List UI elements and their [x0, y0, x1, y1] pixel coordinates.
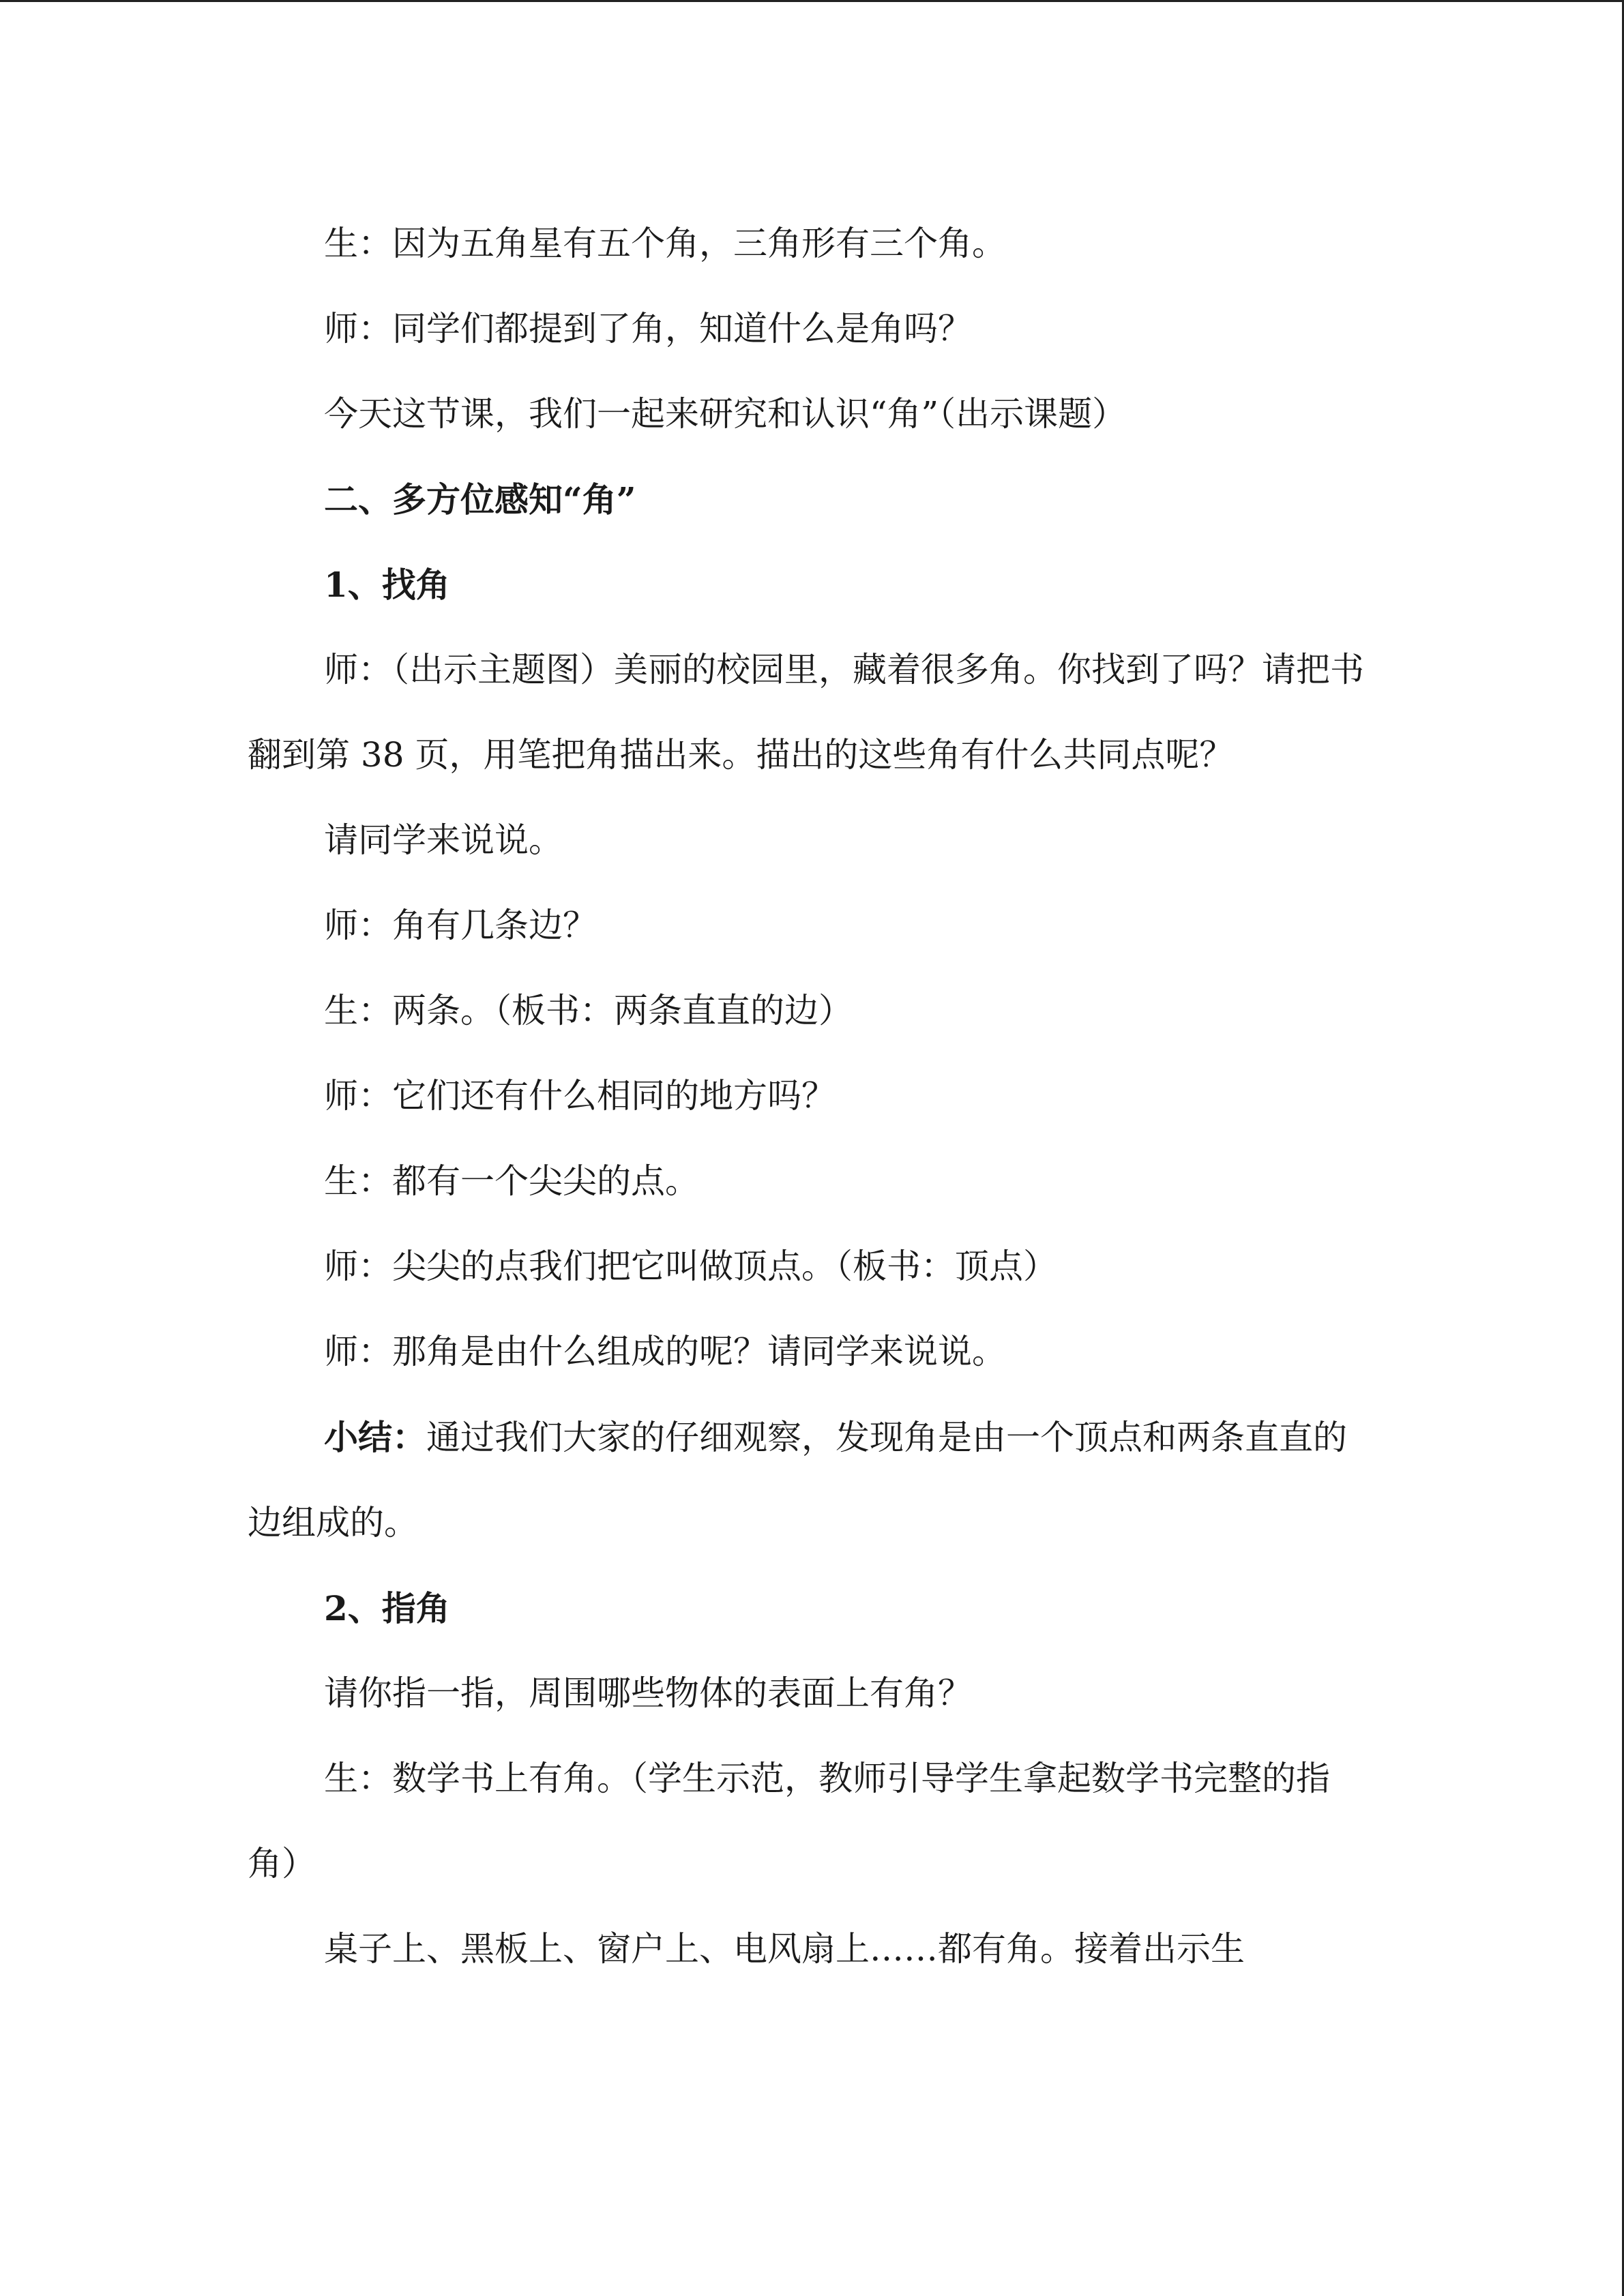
- document-body: [248, 201, 1380, 1992]
- paragraph: 师：它们还有什么相同的地方吗？: [324, 1076, 836, 1116]
- paragraph: 师：那角是由什么组成的呢？请同学来说说。: [324, 1332, 1006, 1371]
- summary-text: 通过我们大家的仔细观察，发现角是由一个顶点和两条直直的边组成的。: [248, 1418, 1347, 1542]
- summary-lead: 小结：: [324, 1417, 426, 1457]
- paragraph: 师：同学们都提到了角，知道什么是角吗？: [324, 309, 972, 348]
- section-heading: 二、多方位感知“角”: [324, 479, 636, 520]
- subsection-heading: 1、找角: [324, 565, 450, 605]
- paragraph: 请同学来说说。: [324, 820, 563, 860]
- paragraph: 生：都有一个尖尖的点。: [324, 1161, 699, 1201]
- paragraph: 今天这节课，我们一起来研究和认识“角”（出示课题）: [324, 394, 1127, 434]
- summary-paragraph: [248, 1395, 1380, 1566]
- paragraph: 生：两条。（板书：两条直直的边）: [324, 991, 853, 1030]
- paragraph: 生：数学书上有角。（学生示范，教师引导学生拿起数学书完整的指角）: [248, 1759, 1330, 1883]
- paragraph: 师：尖尖的点我们把它叫做顶点。（板书：顶点）: [324, 1247, 1057, 1286]
- paragraph: 师：角有几条边？: [324, 906, 597, 945]
- paragraph: 师：（出示主题图）美丽的校园里，藏着很多角。你找到了吗？请把书翻到第 38 页，用笔把角描出来。描出的这些角有什么共同点呢？: [248, 650, 1364, 775]
- paragraph: 生：因为五角星有五个角，三角形有三个角。: [324, 224, 1006, 263]
- paragraph: 桌子上、黑板上、窗户上、电风扇上……都有角。接着出示生: [324, 1929, 1245, 1969]
- paragraph: 请你指一指，周围哪些物体的表面上有角？: [324, 1673, 972, 1713]
- subsection-heading: 2、指角: [324, 1588, 450, 1628]
